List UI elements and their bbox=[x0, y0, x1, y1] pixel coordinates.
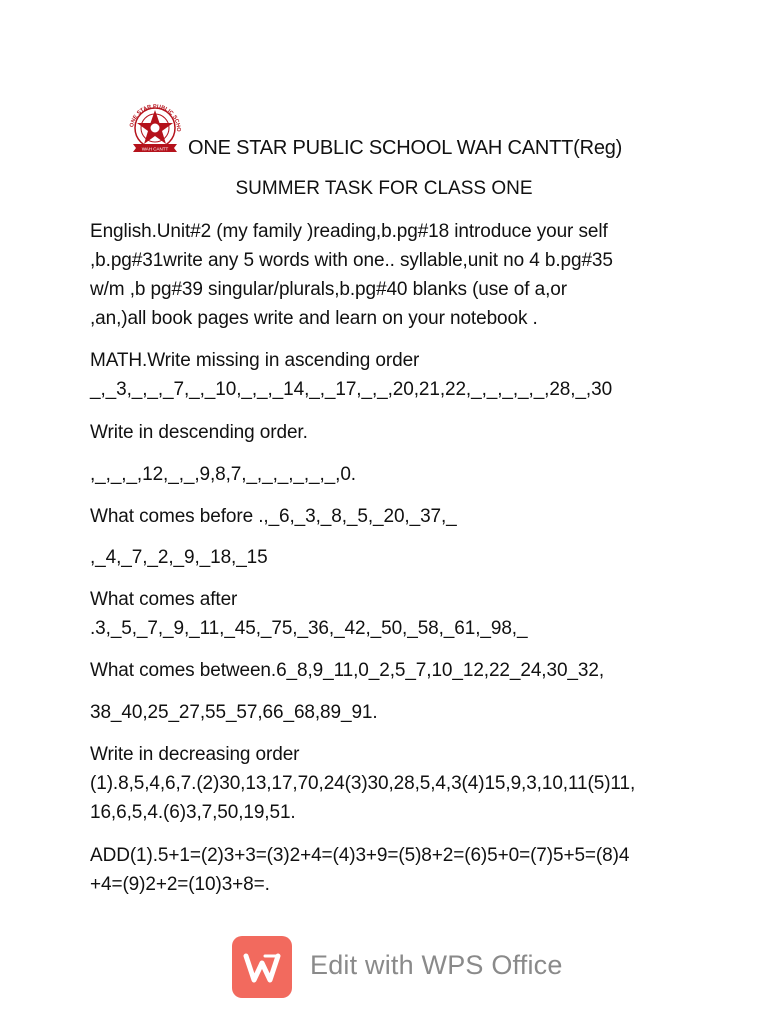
math-add-section bbox=[90, 841, 690, 899]
add-line-2: +4=(9)2+2=(10)3+8=. bbox=[90, 874, 270, 895]
math-after-section bbox=[90, 585, 690, 643]
add-line-1: ADD(1).5+1=(2)3+3=(3)2+4=(4)3+9=(5)8+2=(6)5+0=(7)5+5=(8)4 bbox=[90, 845, 630, 866]
between-line-1: What comes between.6_8,9_11,0_2,5_7,10_12,22_24,30_32, bbox=[90, 660, 604, 681]
school-header bbox=[124, 98, 684, 162]
english-line: ,b.pg#31write any 5 words with one.. syllable,unit no 4 b.pg#35 bbox=[90, 250, 613, 271]
english-line: English.Unit#2 (my family )reading,b.pg#18 introduce your self bbox=[90, 221, 608, 242]
decreasing-line-2: 16,6,5,4.(6)3,7,50,19,51. bbox=[90, 802, 296, 823]
wps-watermark-text[interactable]: Edit with WPS Office bbox=[310, 950, 563, 980]
english-section bbox=[90, 217, 690, 333]
after-sequence: .3,_5,_7,_9,_11,_45,_75,_36,_42,_50,_58,_61,_98,_ bbox=[90, 618, 528, 639]
svg-text:WAH CANTT: WAH CANTT bbox=[141, 146, 169, 152]
english-line: ,an,)all book pages write and learn on your notebook . bbox=[90, 308, 538, 329]
english-line: w/m ,b pg#39 singular/plurals,b.pg#40 blanks (use of a,or bbox=[90, 279, 567, 300]
school-logo bbox=[124, 98, 186, 160]
wps-logo-icon[interactable] bbox=[232, 936, 292, 998]
task-title: SUMMER TASK FOR CLASS ONE bbox=[235, 178, 533, 199]
school-seal-icon bbox=[124, 98, 186, 160]
math-ascending-section bbox=[90, 346, 690, 404]
decreasing-line-1: (1).8,5,4,6,7.(2)30,13,17,70,24(3)30,28,5,4,3(4)15,9,3,10,11(5)11, bbox=[90, 773, 636, 794]
ascending-heading: MATH.Write missing in ascending order bbox=[90, 350, 420, 371]
before-line-1: What comes before .,_6,_3,_8,_5,_20,_37,_ bbox=[90, 506, 457, 527]
math-decreasing-section bbox=[90, 740, 690, 827]
before-line-2: ,_4,_7,_2,_9,_18,_15 bbox=[90, 547, 268, 568]
descending-heading: Write in descending order. bbox=[90, 422, 308, 443]
ascending-sequence: _,_3,_,_,_7,_,_10,_,_,_14,_,_17,_,_,20,21,22,_,_,_,_,_,28,_,30 bbox=[90, 379, 613, 400]
descending-sequence: ,_,_,_,12,_,_,9,8,7,_,_,_,_,_,_,0. bbox=[90, 464, 356, 485]
after-heading: What comes after bbox=[90, 589, 238, 610]
between-line-2: 38_40,25_27,55_57,66_68,89_91. bbox=[90, 702, 378, 723]
decreasing-heading: Write in decreasing order bbox=[90, 744, 300, 765]
svg-text:ONE STAR PUBLIC SCHOOL: ONE STAR PUBLIC SCHO bbox=[129, 103, 182, 132]
school-name: ONE STAR PUBLIC SCHOOL WAH CANTT(Reg) bbox=[188, 137, 623, 159]
